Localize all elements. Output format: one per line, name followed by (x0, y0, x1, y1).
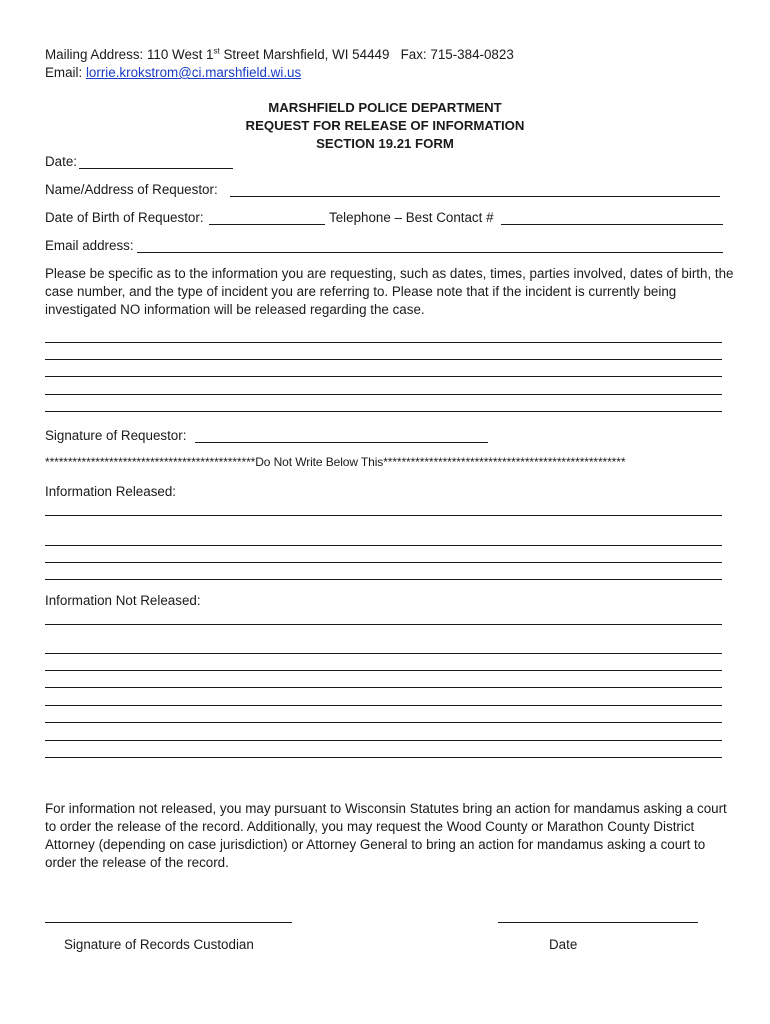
request-line[interactable] (45, 394, 722, 395)
fax-label: Fax: (400, 47, 427, 62)
released-line[interactable] (45, 515, 722, 516)
date-label: Date: (45, 154, 78, 169)
fax-value: 715-384-0823 (430, 47, 514, 62)
request-line[interactable] (45, 411, 722, 412)
email-line (45, 65, 301, 80)
title-request: REQUEST FOR RELEASE OF INFORMATION (245, 118, 525, 133)
title-department: MARSHFIELD POLICE DEPARTMENT (268, 100, 502, 115)
email-address-label: Email address: (45, 238, 134, 253)
telephone-field[interactable] (501, 224, 723, 225)
divider-text: Do Not Write Below This (255, 455, 384, 469)
name-address-label: Name/Address of Requestor: (45, 182, 218, 197)
address-label: Mailing Address: (45, 47, 144, 62)
not-released-line[interactable] (45, 722, 722, 723)
custodian-signature-field[interactable] (45, 922, 292, 923)
custodian-date-field[interactable] (498, 922, 698, 923)
not-released-line[interactable] (45, 624, 722, 625)
name-address-field[interactable] (230, 196, 720, 197)
not-released-line[interactable] (45, 705, 722, 706)
divider-stars-left: ********************************************** (45, 455, 256, 469)
signature-requestor-label: Signature of Requestor: (45, 428, 187, 443)
not-released-line[interactable] (45, 687, 722, 688)
address-value: 110 West 1st Street Marshfield, WI 54449 (146, 46, 390, 62)
released-line[interactable] (45, 562, 722, 563)
do-not-write-divider (45, 455, 625, 469)
dob-field[interactable] (209, 224, 325, 225)
telephone-label: Telephone – Best Contact # (329, 210, 494, 225)
title-section: SECTION 19.21 FORM (316, 136, 454, 151)
dob-label: Date of Birth of Requestor: (45, 210, 204, 225)
request-line[interactable] (45, 342, 722, 343)
info-not-released-label: Information Not Released: (45, 593, 201, 608)
info-released-label: Information Released: (45, 484, 177, 499)
not-released-line[interactable] (45, 670, 722, 671)
request-line[interactable] (45, 359, 722, 360)
not-released-line[interactable] (45, 653, 722, 654)
date-field[interactable] (79, 168, 233, 169)
custodian-date-label: Date (549, 937, 578, 952)
released-line[interactable] (45, 579, 722, 580)
not-released-line[interactable] (45, 757, 722, 758)
custodian-signature-label: Signature of Records Custodian (64, 937, 254, 952)
released-line[interactable] (45, 545, 722, 546)
signature-requestor-field[interactable] (195, 442, 488, 443)
mailing-address-line (45, 47, 514, 62)
not-released-line[interactable] (45, 740, 722, 741)
email-label: Email: (45, 65, 83, 80)
divider-stars-right: ***************************************************** (383, 455, 626, 469)
mandamus-paragraph: For information not released, you may pursuant to Wisconsin Statutes bring an action for mandamus asking a court to order the release of the record. Additionally, you may request the Wood County or Marathon County District Attorney (depending on case jurisdiction) or Attorney General to bring an action for mandamus asking a court to order the release of the record. (45, 801, 727, 870)
email-address-field[interactable] (137, 252, 723, 253)
request-line[interactable] (45, 376, 722, 377)
email-link[interactable]: lorrie.krokstrom@ci.marshfield.wi.us (85, 65, 302, 80)
instructions-paragraph: Please be specific as to the information you are requesting, such as dates, times, parties involved, dates of birth, the case number, and the type of incident you are referring to. Please note that if the incident is currently being investigated NO information will be released regarding the case. (45, 266, 734, 317)
